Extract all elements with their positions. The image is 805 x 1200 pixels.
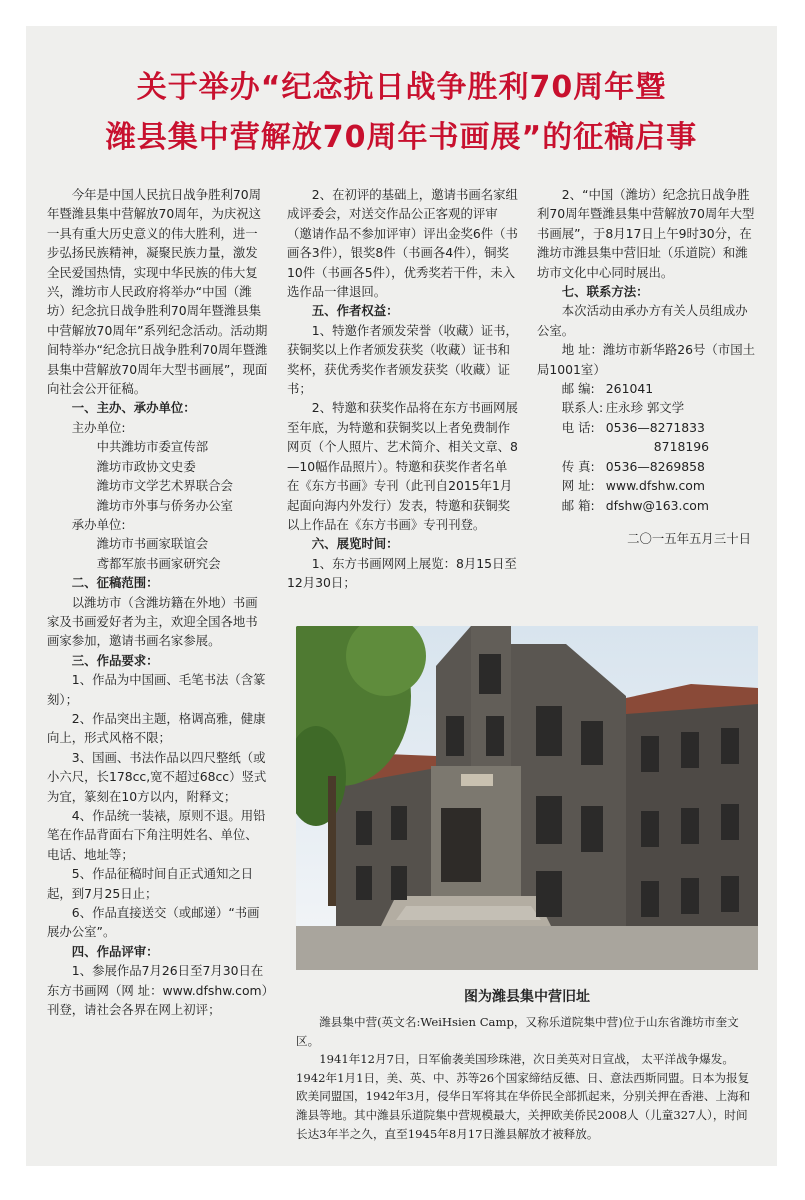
intro-paragraph: 今年是中国人民抗日战争胜利70周年暨潍县集中营解放70周年，为庆祝这一具有重大历史意义的伟大胜利，进一步弘扬民族精神，凝聚民族力量，激发全民爱国热情，实现中华民族的伟大复兴，潍坊市人民政府将举办“中国（潍坊）纪念抗日战争胜利70周年暨潍县集中营解放70周年”系列纪念活动。活动期间特举办“纪念抗日战争胜利70周年暨潍县集中营解放70周年大型书画展”，现面向社会公开征稿。 xyxy=(47,187,268,397)
organizer-item: 鸢都军旅书画家研究会 xyxy=(96,555,221,571)
contact-label: 电 话: xyxy=(561,419,595,435)
requirement-item: 3、国画、书法作品以四尺整纸（或小六尺，长178cc,宽不超过68cc）竖式为宜，篆刻在10方以内，附释文； xyxy=(47,749,267,804)
requirement-item: 5、作品征稿时间自正式通知之日起，到7月25日止； xyxy=(47,866,254,901)
photo-caption: 图为潍县集中营旧址 xyxy=(464,989,590,1005)
camp-building-photo xyxy=(296,626,758,970)
contact-value: 0536—8269858 xyxy=(605,458,705,474)
requirement-item: 4、作品统一装裱，原则不退。用铅笔在作品背面右下角注明姓名、单位、电话、地址等； xyxy=(47,808,266,862)
section-3-heading: 三、作品要求： xyxy=(71,652,159,668)
contact-label xyxy=(562,437,606,456)
review-item: 2、在初评的基础上，邀请书画名家组成评委会，对送交作品公正客观的评审（邀请作品不参加评审）评出金奖6件（书画各3件），银奖8件（书画各4件），铜奖10件（书画各5件），优秀奖若干件，未入选作品一律退回。 xyxy=(287,187,518,300)
section-5-heading: 五、作者权益： xyxy=(311,303,399,319)
section-2-text: 以潍坊市（含潍坊籍在外地）书画家及书画爱好者为主，欢迎全国各地书画家参加，邀请书画名家参展。 xyxy=(47,594,258,649)
section-4-heading: 四、作品评审： xyxy=(71,943,159,959)
contact-value: 261041 xyxy=(605,381,654,397)
page-title-line-2: 潍县集中营解放70周年书画展”的征稿启事 xyxy=(105,120,698,155)
host-item: 中共潍坊市委宣传部 xyxy=(96,439,209,455)
section-7-heading: 七、联系方法： xyxy=(561,284,649,300)
contact-value: www.dfshw.com xyxy=(605,478,705,494)
rights-item: 2、特邀和获奖作品将在东方书画网展至年底，为特邀和获铜奖以上者免费制作网页（个人照片、艺术简介、相关文章、8—10幅作品照片）。特邀和获奖作者名单在《东方书画》专刊（此刊自2015年1月起面向海内外发行）发表，特邀和获铜奖以上作品在《东方书画》专刊刊登。 xyxy=(287,400,518,532)
history-note xyxy=(296,1013,758,1143)
review-item: 1、参展作品7月26日至7月30日在东方书画网（网 址：www.dfshw.com）刊登，请社会各界在网上初评； xyxy=(47,963,268,1018)
host-item: 潍坊市外事与侨务办公室 xyxy=(96,497,233,513)
column-3 xyxy=(537,185,759,548)
contact-value: 0536—8271833 xyxy=(605,419,705,435)
column-1 xyxy=(47,185,268,1019)
contact-label: 传 真: xyxy=(561,458,595,474)
contact-value: 庄永珍 郭文学 xyxy=(605,400,685,416)
requirement-item: 2、作品突出主题，格调高雅，健康向上，形式风格不限； xyxy=(47,710,266,746)
host-item: 潍坊市政协文史委 xyxy=(96,458,196,474)
host-label: 主办单位: xyxy=(71,419,126,435)
contact-label: 邮 箱: xyxy=(561,497,595,513)
contact-label: 邮 编: xyxy=(561,381,595,397)
contact-label: 网 址: xyxy=(561,478,595,494)
history-paragraph: 潍县集中营(英文名:WeiHsien Camp，又称乐道院集中营)位于山东省潍坊市奎文区。 xyxy=(296,1015,739,1048)
history-paragraph: 1941年12月7日，日军偷袭美国珍珠港，次日美英对日宣战， 太平洋战争爆发。1942年1月1日，美、英、中、苏等26个国家缔结反德、日、意法西斯同盟。日本为报复欧美同盟国，1942年3月，侵华日军将其在华侨民全部抓起来，分别关押在香港、上海和潍县等地。其中潍县乐道院集中营规模最大，关押欧美侨民2008人（儿童327人），时间长达3年半之久，直至1945年8月17日潍县解放才被释放。 xyxy=(296,1052,751,1141)
notice-date: 二〇一五年五月三十日 xyxy=(627,530,751,546)
exhibition-item: 1、东方书画网网上展览：8月15日至12月30日； xyxy=(287,555,517,591)
requirement-item: 6、作品直接送交（或邮递）“书画展办公室”。 xyxy=(47,905,260,940)
page-title-line-1: 关于举办“纪念抗日战争胜利70周年暨 xyxy=(136,70,667,105)
section-1-heading: 一、主办、承办单位： xyxy=(71,400,196,416)
contact-value: dfshw@163.com xyxy=(605,497,709,513)
exhibition-item: 2、“中国（潍坊）纪念抗日战争胜利70周年暨潍县集中营解放70周年大型书画展”，于8月17日上午9时30分，在潍坊市潍县集中营旧址（乐道院）和潍坊市文化中心同时展出。 xyxy=(537,187,755,280)
section-2-heading: 二、征稿范围： xyxy=(71,575,159,591)
organizer-item: 潍坊市书画家联谊会 xyxy=(96,536,209,552)
contact-label: 联系人: xyxy=(561,400,604,416)
rights-item: 1、特邀作者颁发荣誉（收藏）证书，获铜奖以上作者颁发获奖（收藏）证书和奖杯，获优秀奖作者颁发获奖（收藏）证书； xyxy=(287,322,518,397)
contact-address: 地 址：潍坊市新华路26号（市国土局1001室） xyxy=(537,342,755,377)
contact-intro: 本次活动由承办方有关人员组成办公室。 xyxy=(537,303,748,338)
column-2 xyxy=(287,185,518,593)
contact-value: 8718196 xyxy=(653,439,709,455)
requirement-item: 1、作品为中国画、毛笔书法（含篆刻）； xyxy=(47,672,266,707)
contact-list xyxy=(537,379,759,515)
host-item: 潍坊市文学艺术界联合会 xyxy=(96,478,233,494)
section-6-heading: 六、展览时间： xyxy=(311,536,399,552)
organizer-label: 承办单位: xyxy=(71,516,126,532)
